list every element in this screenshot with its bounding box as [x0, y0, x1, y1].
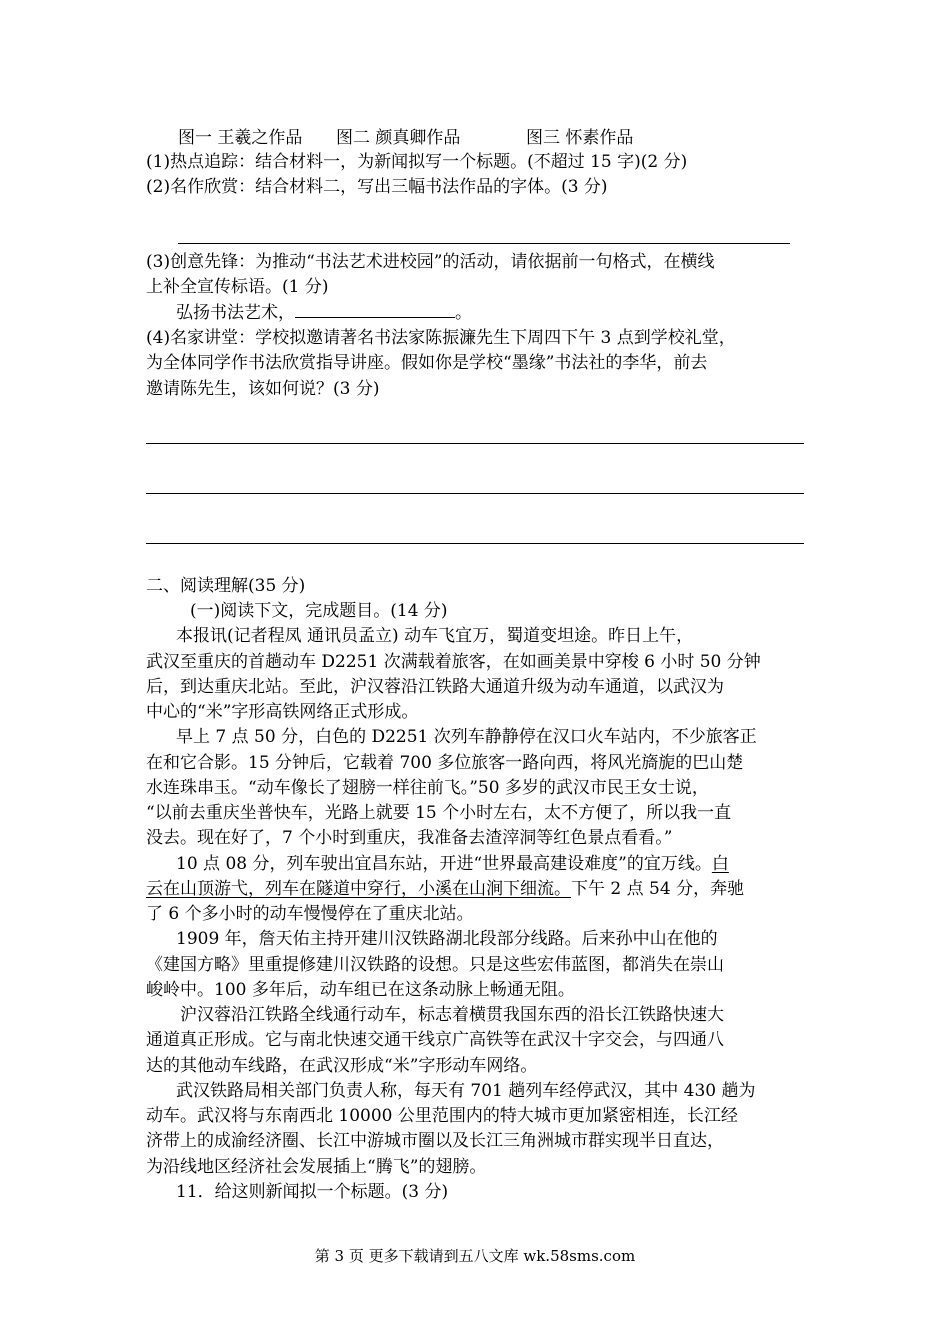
- question-4-line3: 邀请陈先生，该如何说？(3 分): [146, 379, 380, 399]
- article-p1-line4: 中心的“米”字形高铁网络正式形成。: [146, 702, 419, 722]
- figure-caption-1: 图一 王羲之作品: [178, 128, 303, 148]
- article-p5-line2: 通道真正形成。它与南北快速交通干线京广高铁等在武汉十字交会，与四通八: [146, 1030, 724, 1050]
- question-4-line2: 为全体同学作书法欣赏指导讲座。假如你是学校“墨缘”书法社的李华，前去: [146, 353, 708, 373]
- underlined-sentence-start: 白: [711, 854, 729, 874]
- answer-line-q4-3[interactable]: [146, 543, 804, 544]
- question-2: (2)名作欣赏：结合材料二，写出三幅书法作品的字体。(3 分): [146, 177, 608, 197]
- section-subtitle: (一)阅读下文，完成题目。(14 分): [190, 601, 448, 621]
- page-footer: 第 3 页 更多下载请到五八文库 wk.58sms.com: [314, 1247, 636, 1265]
- slogan-suffix: 。: [455, 303, 472, 323]
- answer-line-q4-1[interactable]: [146, 443, 804, 444]
- article-p4-line1: 1909 年，詹天佑主持开建川汉铁路湖北段部分线路。后来孙中山在他的: [176, 929, 718, 949]
- article-p6-line1: 武汉铁路局相关部门负责人称，每天有 701 趟列车经停武汉，其中 430 趟为: [176, 1081, 756, 1101]
- figure-caption-3: 图三 怀素作品: [526, 128, 634, 148]
- article-p2-line2: 在和它合影。15 分钟后，它载着 700 多位旅客一路向西，将风光旖旎的巴山楚: [146, 753, 744, 773]
- article-p5-line3: 达的其他动车线路，在武汉形成“米”字形动车网络。: [146, 1056, 538, 1076]
- section-title: 二、阅读理解(35 分): [146, 576, 306, 596]
- article-p6-line2: 动车。武汉将与东南西北 10000 公里范围内的特大城市更加紧密相连，长江经: [146, 1106, 738, 1126]
- question-1: (1)热点追踪：结合材料一，为新闻拟写一个标题。(不超过 15 字)(2 分): [146, 152, 688, 172]
- answer-line-q4-2[interactable]: [146, 493, 804, 494]
- slogan-blank[interactable]: [295, 301, 455, 318]
- question-3-line2: 上补全宣传标语。(1 分): [146, 277, 329, 297]
- figure-caption-2: 图二 颜真卿作品: [336, 128, 461, 148]
- question-11: 11．给这则新闻拟一个标题。(3 分): [176, 1182, 449, 1202]
- question-3-line1: (3)创意先锋：为推动“书法艺术进校园”的活动，请依据前一句格式，在横线: [146, 252, 715, 272]
- article-p1-line1: 本报讯(记者程凤 通讯员孟立) 动车飞宜万，蜀道变坦途。昨日上午，: [176, 626, 694, 646]
- slogan-prefix: 弘扬书法艺术，: [176, 303, 295, 323]
- article-p6-line4: 为沿线地区经济社会发展插上“腾飞”的翅膀。: [146, 1157, 487, 1177]
- article-p4-line2: 《建国方略》里重提修建川汉铁路的设想。只是这些宏伟蓝图，都消失在崇山: [146, 955, 724, 975]
- article-p2-line4: “以前去重庆坐普快车，光路上就要 15 个小时左右，太不方便了，所以我一直: [146, 803, 732, 823]
- article-p2-line5: 没去。现在好了，7 个小时到重庆，我准备去渣滓洞等红色景点看看。”: [146, 828, 673, 848]
- article-p6-line3: 济带上的成渝经济圈、长江中游城市圈以及长江三角洲城市群实现半日直达，: [146, 1131, 724, 1151]
- underlined-sentence: 云在山顶游弋，列车在隧道中穿行，小溪在山涧下细流。: [146, 879, 571, 899]
- article-p1-line3: 后，到达重庆北站。至此，沪汉蓉沿江铁路大通道升级为动车通道，以武汉为: [146, 677, 724, 697]
- slogan-line: [176, 301, 472, 325]
- article-p4-line3: 峻岭中。100 多年后，动车组已在这条动脉上畅通无阻。: [146, 980, 575, 1000]
- article-p3-line1: [176, 852, 729, 876]
- article-p3-text: 10 点 08 分，列车驶出宜昌东站，开进“世界最高建设难度”的宜万线。: [176, 854, 712, 874]
- article-p3-line2: [146, 877, 744, 901]
- question-4-line1: (4)名家讲堂：学校拟邀请著名书法家陈振濂先生下周四下午 3 点到学校礼堂，: [146, 328, 736, 348]
- article-p2-line3: 水连珠串玉。“动车像长了翅膀一样往前飞。”50 多岁的武汉市民王女士说，: [146, 778, 709, 798]
- article-p5-line1: 沪汉蓉沿江铁路全线通行动车，标志着横贯我国东西的沿长江铁路快速大: [180, 1005, 724, 1025]
- article-p3-text: 下午 2 点 54 分，奔驰: [571, 879, 745, 899]
- article-p1-line2: 武汉至重庆的首趟动车 D2251 次满载着旅客，在如画美景中穿梭 6 小时 50 分钟: [146, 652, 761, 672]
- article-p2-line1: 早上 7 点 50 分，白色的 D2251 次列车静静停在汉口火车站内，不少旅客正: [176, 727, 757, 747]
- answer-line-q2[interactable]: [178, 243, 790, 244]
- article-p3-line3: 了 6 个多小时的动车慢慢停在了重庆北站。: [146, 904, 474, 924]
